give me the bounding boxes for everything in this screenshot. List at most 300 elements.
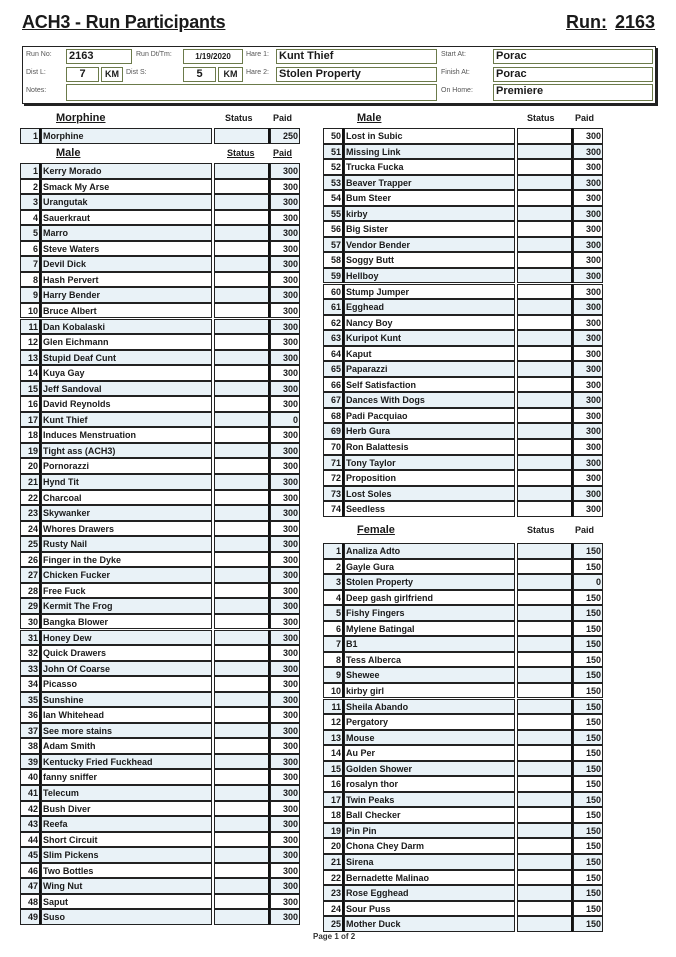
row-number: 44 bbox=[20, 832, 41, 848]
paid-amount: 300 bbox=[573, 221, 603, 237]
status-cell[interactable] bbox=[214, 179, 270, 195]
participant-name: Reefa bbox=[41, 816, 212, 832]
status-cell[interactable] bbox=[214, 707, 270, 723]
table-row bbox=[323, 807, 603, 823]
status-cell[interactable] bbox=[214, 723, 270, 739]
status-cell[interactable] bbox=[214, 769, 270, 785]
status-cell[interactable] bbox=[517, 346, 573, 362]
status-cell[interactable] bbox=[214, 210, 270, 226]
paid-amount: 150 bbox=[573, 761, 603, 777]
status-cell[interactable] bbox=[214, 458, 270, 474]
paid-amount: 300 bbox=[573, 252, 603, 268]
table-row bbox=[323, 916, 603, 932]
status-cell[interactable] bbox=[517, 901, 573, 917]
participant-name: Self Satisfaction bbox=[344, 377, 515, 393]
status-cell[interactable] bbox=[517, 559, 573, 575]
paid-amount: 300 bbox=[270, 738, 300, 754]
status-cell[interactable] bbox=[517, 776, 573, 792]
status-cell[interactable] bbox=[517, 455, 573, 471]
status-cell[interactable] bbox=[517, 252, 573, 268]
row-number: 7 bbox=[323, 636, 344, 652]
status-cell[interactable] bbox=[214, 567, 270, 583]
participant-name: Fishy Fingers bbox=[344, 605, 515, 621]
status-cell[interactable] bbox=[214, 583, 270, 599]
status-cell[interactable] bbox=[517, 792, 573, 808]
status-cell[interactable] bbox=[214, 287, 270, 303]
status-cell[interactable] bbox=[517, 284, 573, 300]
status-cell[interactable] bbox=[214, 863, 270, 879]
status-cell[interactable] bbox=[517, 128, 573, 144]
status-cell[interactable] bbox=[214, 319, 270, 335]
status-cell[interactable] bbox=[214, 645, 270, 661]
status-cell[interactable] bbox=[214, 614, 270, 630]
row-number: 13 bbox=[20, 350, 41, 366]
participant-name: Tess Alberca bbox=[344, 652, 515, 668]
status-cell[interactable] bbox=[517, 470, 573, 486]
run-no-field[interactable]: 2163 bbox=[66, 49, 132, 64]
notes-label: Notes: bbox=[26, 87, 47, 94]
status-cell[interactable] bbox=[214, 878, 270, 894]
status-cell[interactable] bbox=[214, 894, 270, 910]
status-cell[interactable] bbox=[517, 683, 573, 699]
row-number: 41 bbox=[20, 785, 41, 801]
table-row bbox=[20, 287, 300, 303]
status-cell[interactable] bbox=[214, 490, 270, 506]
dist-l-unit: KM bbox=[101, 67, 123, 82]
table-row bbox=[20, 412, 300, 428]
paid-amount: 150 bbox=[573, 543, 603, 559]
paid-amount: 300 bbox=[270, 583, 300, 599]
row-number: 61 bbox=[323, 299, 344, 315]
status-cell[interactable] bbox=[214, 128, 270, 144]
participant-name: Big Sister bbox=[344, 221, 515, 237]
participant-name: Kuripot Kunt bbox=[344, 330, 515, 346]
row-number: 16 bbox=[323, 776, 344, 792]
paid-amount: 300 bbox=[270, 396, 300, 412]
paid-amount: 150 bbox=[573, 807, 603, 823]
row-number: 45 bbox=[20, 847, 41, 863]
participant-name: Bangka Blower bbox=[41, 614, 212, 630]
participant-name: Seedless bbox=[344, 501, 515, 517]
run-dt-field[interactable]: 1/19/2020 bbox=[183, 49, 243, 64]
participant-name: Jeff Sandoval bbox=[41, 381, 212, 397]
status-cell[interactable] bbox=[517, 501, 573, 517]
on-home-field[interactable]: Premiere bbox=[493, 84, 653, 101]
table-row bbox=[323, 854, 603, 870]
participant-name: Tony Taylor bbox=[344, 455, 515, 471]
status-cell[interactable] bbox=[517, 361, 573, 377]
table-row bbox=[323, 206, 603, 222]
participant-name: Hynd Tit bbox=[41, 474, 212, 490]
paid-amount: 300 bbox=[270, 474, 300, 490]
table-row bbox=[20, 754, 300, 770]
female-section-title: Female bbox=[357, 524, 395, 536]
table-row bbox=[323, 590, 603, 606]
status-cell[interactable] bbox=[517, 175, 573, 191]
paid-amount: 300 bbox=[573, 486, 603, 502]
table-row bbox=[20, 801, 300, 817]
paid-amount: 300 bbox=[270, 598, 300, 614]
participant-name: Mother Duck bbox=[344, 916, 515, 932]
table-row bbox=[20, 210, 300, 226]
table-row bbox=[20, 536, 300, 552]
table-row bbox=[323, 605, 603, 621]
status-cell[interactable] bbox=[517, 486, 573, 502]
table-row bbox=[323, 745, 603, 761]
paid-amount: 300 bbox=[573, 455, 603, 471]
participant-name: Padi Pacquiao bbox=[344, 408, 515, 424]
start-at-label: Start At: bbox=[441, 51, 466, 58]
paid-amount: 300 bbox=[270, 661, 300, 677]
status-cell[interactable] bbox=[517, 605, 573, 621]
row-number: 25 bbox=[20, 536, 41, 552]
row-number: 2 bbox=[323, 559, 344, 575]
participant-name: Picasso bbox=[41, 676, 212, 692]
status-cell[interactable] bbox=[214, 365, 270, 381]
participant-name: Shewee bbox=[344, 667, 515, 683]
status-cell[interactable] bbox=[517, 621, 573, 637]
row-number: 7 bbox=[20, 256, 41, 272]
row-number: 18 bbox=[20, 427, 41, 443]
paid-amount: 300 bbox=[573, 268, 603, 284]
participant-name: Mylene Batingal bbox=[344, 621, 515, 637]
row-number: 68 bbox=[323, 408, 344, 424]
paid-amount: 300 bbox=[270, 194, 300, 210]
paid-amount: 300 bbox=[270, 536, 300, 552]
status-cell[interactable] bbox=[214, 536, 270, 552]
table-row bbox=[323, 377, 603, 393]
status-cell[interactable] bbox=[517, 377, 573, 393]
paid-amount: 300 bbox=[573, 377, 603, 393]
row-number: 14 bbox=[20, 365, 41, 381]
participant-name: Sauerkraut bbox=[41, 210, 212, 226]
table-row bbox=[20, 847, 300, 863]
row-number: 64 bbox=[323, 346, 344, 362]
status-cell[interactable] bbox=[214, 630, 270, 646]
participant-name: Slim Pickens bbox=[41, 847, 212, 863]
status-cell[interactable] bbox=[214, 396, 270, 412]
status-cell[interactable] bbox=[214, 256, 270, 272]
row-number: 23 bbox=[323, 885, 344, 901]
participant-name: Wing Nut bbox=[41, 878, 212, 894]
row-number: 5 bbox=[323, 605, 344, 621]
table-row bbox=[20, 583, 300, 599]
participant-name: kirby bbox=[344, 206, 515, 222]
row-number: 46 bbox=[20, 863, 41, 879]
paid-amount: 300 bbox=[270, 490, 300, 506]
status-cell[interactable] bbox=[517, 870, 573, 886]
row-number: 59 bbox=[323, 268, 344, 284]
paid-amount: 300 bbox=[270, 256, 300, 272]
status-cell[interactable] bbox=[214, 427, 270, 443]
table-row bbox=[20, 894, 300, 910]
paid-amount: 150 bbox=[573, 823, 603, 839]
paid-amount: 150 bbox=[573, 838, 603, 854]
status-cell[interactable] bbox=[214, 801, 270, 817]
status-cell[interactable] bbox=[517, 190, 573, 206]
table-row bbox=[20, 241, 300, 257]
participant-name: Pornorazzi bbox=[41, 458, 212, 474]
participant-name: Tight ass (ACH3) bbox=[41, 443, 212, 459]
status-cell[interactable] bbox=[214, 194, 270, 210]
status-cell[interactable] bbox=[517, 408, 573, 424]
participant-name: Quick Drawers bbox=[41, 645, 212, 661]
status-cell[interactable] bbox=[214, 847, 270, 863]
row-number: 65 bbox=[323, 361, 344, 377]
participant-name: Proposition bbox=[344, 470, 515, 486]
table-row bbox=[323, 501, 603, 517]
paid-amount: 150 bbox=[573, 590, 603, 606]
row-number: 21 bbox=[323, 854, 344, 870]
status-cell[interactable] bbox=[214, 303, 270, 319]
participant-name: Ron Balattesis bbox=[344, 439, 515, 455]
status-cell[interactable] bbox=[517, 543, 573, 559]
status-cell[interactable] bbox=[517, 652, 573, 668]
status-cell[interactable] bbox=[517, 439, 573, 455]
table-row bbox=[20, 567, 300, 583]
status-cell[interactable] bbox=[214, 334, 270, 350]
on-home-label: On Home: bbox=[441, 87, 473, 94]
paid-amount: 300 bbox=[573, 175, 603, 191]
row-number: 3 bbox=[20, 194, 41, 210]
table-row bbox=[323, 190, 603, 206]
status-cell[interactable] bbox=[214, 598, 270, 614]
table-row bbox=[20, 909, 300, 925]
status-cell[interactable] bbox=[517, 730, 573, 746]
table-row bbox=[323, 486, 603, 502]
row-number: 5 bbox=[20, 225, 41, 241]
paid-amount: 300 bbox=[270, 894, 300, 910]
row-number: 66 bbox=[323, 377, 344, 393]
status-cell[interactable] bbox=[517, 237, 573, 253]
table-row bbox=[20, 427, 300, 443]
paid-amount: 300 bbox=[573, 439, 603, 455]
status-cell[interactable] bbox=[214, 816, 270, 832]
status-cell[interactable] bbox=[214, 443, 270, 459]
table-row bbox=[20, 614, 300, 630]
paid-amount: 300 bbox=[270, 365, 300, 381]
participant-name: Beaver Trapper bbox=[344, 175, 515, 191]
status-cell[interactable] bbox=[517, 807, 573, 823]
hare2-field[interactable]: Stolen Property bbox=[276, 67, 437, 82]
paid-amount: 300 bbox=[270, 505, 300, 521]
status-cell[interactable] bbox=[517, 315, 573, 331]
paid-amount: 150 bbox=[573, 714, 603, 730]
paid-amount: 150 bbox=[573, 730, 603, 746]
paid-amount: 300 bbox=[573, 190, 603, 206]
status-cell[interactable] bbox=[517, 761, 573, 777]
participant-name: Hash Pervert bbox=[41, 272, 212, 288]
participant-name: Skywanker bbox=[41, 505, 212, 521]
participant-name: Adam Smith bbox=[41, 738, 212, 754]
status-cell[interactable] bbox=[517, 590, 573, 606]
paid-amount: 300 bbox=[270, 723, 300, 739]
table-row bbox=[20, 272, 300, 288]
row-number: 38 bbox=[20, 738, 41, 754]
status-cell[interactable] bbox=[214, 241, 270, 257]
status-cell[interactable] bbox=[517, 745, 573, 761]
status-cell[interactable] bbox=[214, 661, 270, 677]
status-cell[interactable] bbox=[517, 392, 573, 408]
participant-name: Deep gash girlfriend bbox=[344, 590, 515, 606]
status-cell[interactable] bbox=[214, 521, 270, 537]
status-cell[interactable] bbox=[214, 505, 270, 521]
paid-amount: 300 bbox=[270, 847, 300, 863]
table-row bbox=[323, 667, 603, 683]
paid-amount: 150 bbox=[573, 699, 603, 715]
hare1-label: Hare 1: bbox=[246, 51, 269, 58]
paid-amount: 300 bbox=[270, 785, 300, 801]
participant-name: Hellboy bbox=[344, 268, 515, 284]
male-status-header: Status bbox=[227, 148, 255, 158]
status-cell[interactable] bbox=[517, 221, 573, 237]
table-row bbox=[323, 574, 603, 590]
finish-at-field[interactable]: Porac bbox=[493, 67, 653, 82]
row-number: 72 bbox=[323, 470, 344, 486]
status-cell[interactable] bbox=[214, 676, 270, 692]
row-number: 58 bbox=[323, 252, 344, 268]
status-cell[interactable] bbox=[214, 738, 270, 754]
row-number: 63 bbox=[323, 330, 344, 346]
hare1-field[interactable]: Kunt Thief bbox=[276, 49, 437, 64]
table-row bbox=[323, 683, 603, 699]
status-cell[interactable] bbox=[517, 823, 573, 839]
table-row bbox=[323, 699, 603, 715]
status-cell[interactable] bbox=[214, 692, 270, 708]
row-number: 32 bbox=[20, 645, 41, 661]
table-row bbox=[323, 144, 603, 160]
table-row bbox=[323, 823, 603, 839]
participant-name: Dances With Dogs bbox=[344, 392, 515, 408]
participant-name: Sheila Abando bbox=[344, 699, 515, 715]
status-cell[interactable] bbox=[214, 474, 270, 490]
status-cell[interactable] bbox=[517, 330, 573, 346]
participant-name: David Reynolds bbox=[41, 396, 212, 412]
status-cell[interactable] bbox=[517, 636, 573, 652]
status-cell[interactable] bbox=[517, 667, 573, 683]
status-cell[interactable] bbox=[517, 206, 573, 222]
row-number: 40 bbox=[20, 769, 41, 785]
row-number: 1 bbox=[20, 128, 41, 144]
status-cell[interactable] bbox=[517, 299, 573, 315]
paid-amount: 300 bbox=[270, 458, 300, 474]
participant-name: Golden Shower bbox=[344, 761, 515, 777]
paid-amount: 300 bbox=[270, 179, 300, 195]
row-number: 6 bbox=[323, 621, 344, 637]
status-cell[interactable] bbox=[214, 832, 270, 848]
participant-name: Morphine bbox=[41, 128, 212, 144]
table-row bbox=[20, 878, 300, 894]
row-number: 42 bbox=[20, 801, 41, 817]
row-number: 1 bbox=[20, 163, 41, 179]
row-number: 13 bbox=[323, 730, 344, 746]
participant-name: Whores Drawers bbox=[41, 521, 212, 537]
status-cell[interactable] bbox=[214, 272, 270, 288]
paid-amount: 150 bbox=[573, 636, 603, 652]
row-number: 25 bbox=[323, 916, 344, 932]
morphine-status-header: Status bbox=[225, 113, 253, 123]
paid-amount: 150 bbox=[573, 683, 603, 699]
start-at-field[interactable]: Porac bbox=[493, 49, 653, 64]
status-cell[interactable] bbox=[214, 552, 270, 568]
participant-name: Telecum bbox=[41, 785, 212, 801]
participant-name: Ian Whitehead bbox=[41, 707, 212, 723]
paid-amount: 150 bbox=[573, 559, 603, 575]
male-continued-status-header: Status bbox=[527, 113, 555, 123]
status-cell[interactable] bbox=[517, 854, 573, 870]
status-cell[interactable] bbox=[517, 916, 573, 932]
table-row bbox=[20, 350, 300, 366]
paid-amount: 300 bbox=[573, 392, 603, 408]
paid-amount: 300 bbox=[573, 408, 603, 424]
status-cell[interactable] bbox=[517, 159, 573, 175]
status-cell[interactable] bbox=[214, 163, 270, 179]
status-cell[interactable] bbox=[517, 714, 573, 730]
status-cell[interactable] bbox=[214, 909, 270, 925]
status-cell[interactable] bbox=[517, 699, 573, 715]
paid-amount: 300 bbox=[270, 334, 300, 350]
status-cell[interactable] bbox=[214, 350, 270, 366]
status-cell[interactable] bbox=[214, 412, 270, 428]
status-cell[interactable] bbox=[517, 574, 573, 590]
paid-amount: 300 bbox=[270, 816, 300, 832]
table-row bbox=[323, 792, 603, 808]
run-label: Run: bbox=[566, 12, 607, 32]
paid-amount: 0 bbox=[270, 412, 300, 428]
row-number: 12 bbox=[20, 334, 41, 350]
status-cell[interactable] bbox=[214, 381, 270, 397]
table-row bbox=[20, 303, 300, 319]
row-number: 19 bbox=[323, 823, 344, 839]
participant-name: B1 bbox=[344, 636, 515, 652]
table-row bbox=[323, 636, 603, 652]
row-number: 43 bbox=[20, 816, 41, 832]
table-row bbox=[20, 863, 300, 879]
table-row bbox=[20, 692, 300, 708]
status-cell[interactable] bbox=[214, 225, 270, 241]
paid-amount: 250 bbox=[270, 128, 300, 144]
table-row bbox=[323, 776, 603, 792]
status-cell[interactable] bbox=[517, 268, 573, 284]
page-indicator: Page 1 of 2 bbox=[313, 932, 356, 941]
table-row bbox=[20, 521, 300, 537]
participant-name: Induces Menstruation bbox=[41, 427, 212, 443]
male-continued-paid-header: Paid bbox=[575, 113, 595, 123]
status-cell[interactable] bbox=[214, 754, 270, 770]
paid-amount: 300 bbox=[573, 206, 603, 222]
male-paid-header: Paid bbox=[273, 148, 293, 158]
row-number: 9 bbox=[323, 667, 344, 683]
row-number: 29 bbox=[20, 598, 41, 614]
paid-amount: 300 bbox=[573, 315, 603, 331]
participant-name: John Of Coarse bbox=[41, 661, 212, 677]
participant-name: Rose Egghead bbox=[344, 885, 515, 901]
row-number: 10 bbox=[20, 303, 41, 319]
row-number: 19 bbox=[20, 443, 41, 459]
status-cell[interactable] bbox=[517, 144, 573, 160]
paid-amount: 300 bbox=[270, 521, 300, 537]
dist-l-field[interactable]: 7 bbox=[66, 67, 99, 82]
paid-amount: 150 bbox=[573, 854, 603, 870]
dist-s-field[interactable]: 5 bbox=[183, 67, 216, 82]
status-cell[interactable] bbox=[517, 423, 573, 439]
status-cell[interactable] bbox=[214, 785, 270, 801]
participant-name: Bruce Albert bbox=[41, 303, 212, 319]
notes-field[interactable] bbox=[66, 84, 437, 101]
paid-amount: 300 bbox=[270, 350, 300, 366]
status-cell[interactable] bbox=[517, 885, 573, 901]
status-cell[interactable] bbox=[517, 838, 573, 854]
